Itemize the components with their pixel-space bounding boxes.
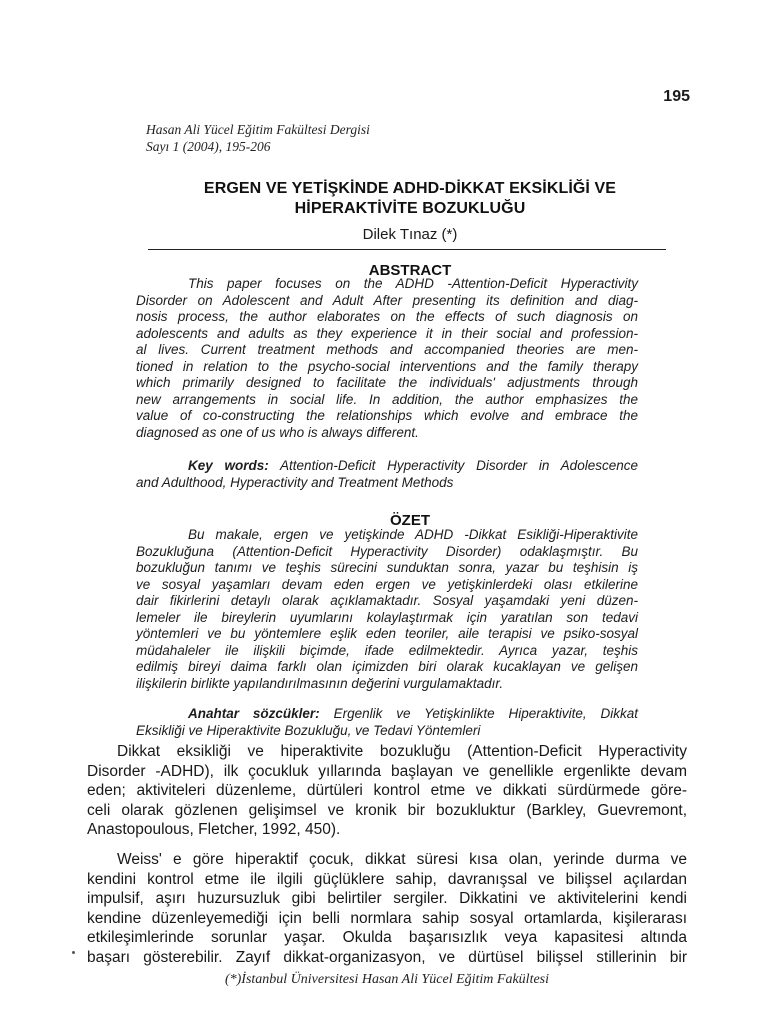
abstract-line: Disorder on Adolescent and Adult After presenting its definition and diag- — [136, 292, 638, 308]
ozet-line: ve sosyal yaşamları devam eden ergen ve yetişkinlerdeki olası etkilerine — [136, 576, 638, 592]
body-line: eden; aktiviteleri düzenleme, dürtüleri kontrol etme ve dikkati sürdürmede göre- — [87, 782, 687, 800]
body-line: başarı gösterebilir. Zayıf dikkat-organizasyon, ve dürtüsel bilişsel stillerinin bir — [87, 948, 687, 966]
journal-name: Hasan Ali Yücel Eğitim Fakültesi Dergisi — [146, 122, 370, 137]
article-title — [120, 179, 700, 219]
body-paragraph-1 — [87, 742, 687, 840]
body-line: Weiss' e göre hiperaktif çocuk, dikkat süresi kısa olan, yerinde durma ve — [117, 851, 687, 868]
abstract-heading: ABSTRACT — [368, 262, 452, 279]
abstract-line: diagnosed as one of us who is always different. — [136, 424, 419, 440]
scan-speck — [72, 951, 75, 954]
abstract-text — [136, 276, 638, 441]
ozet-line: yöntemleri ve bu yöntemlere eşlik eden teoriler, aile terapisi ve psiko-sosyal — [136, 626, 638, 641]
ozet-line: lemeler ile bireylerin uyumlarını kolaylaştırmak için yaratılan son tedavi — [136, 609, 638, 625]
body-line: kendine düzenleyemediği için belli normlara sahip sosyal ortamlarda, kişilerarası — [87, 909, 687, 927]
keywords-text-2: and Adulthood, Hyperactivity and Treatment Methods — [136, 474, 454, 490]
title-line-1: ERGEN VE YETİŞKİNDE ADHD-DİKKAT EKSİKLİĞİ VE — [203, 180, 617, 197]
body-line: Dikkat eksikliği ve hiperaktivite bozukluğu (Attention-Deficit Hyperactivity — [117, 743, 687, 760]
body-paragraph-2 — [87, 850, 687, 968]
abstract-line: new arrangements in social life. In addition, the author emphasizes the — [136, 391, 638, 407]
body-line: impulsif, aşırı huzursuzluk gibi belirtiler sergiler. Dikkatini ve aktivitelerini kendi — [87, 890, 687, 908]
body-line: kendini kontrol etme ile ilgili güçlüklere sahip, davranışsal ve bilişsel açılardan — [87, 870, 687, 888]
title-divider — [148, 249, 666, 250]
author-name: Dilek Tınaz (*) — [362, 226, 458, 243]
ozet-line: dair fikirlerini detaylı olarak açıklamaktadır. Sosyal yaşamdaki yeni düzen- — [136, 593, 638, 608]
body-line: Anastopoulous, Fletcher, 1992, 450). — [87, 821, 341, 839]
abstract-line: adolescents and adults as they experience it in their social and profession- — [136, 325, 638, 341]
journal-citation — [146, 121, 370, 155]
anahtar-label: Anahtar sözcükler: — [188, 706, 320, 721]
anahtar-line-1 — [136, 706, 638, 723]
keywords-label: Key words: — [188, 458, 269, 473]
ozet-text — [136, 527, 638, 692]
ozet-line: bozukluğun tanımı ve teşhis sürecini sunduktan sonra, yazar bu teşhisin iş — [136, 560, 638, 575]
ozet-line: Bozukluğuna (Attention-Deficit Hyperactivity Disorder) odaklaşmıştır. Bu — [136, 543, 638, 559]
keywords-line-1 — [136, 458, 638, 475]
abstract-line: tioned in relation to the psycho-social interventions and the family therapy — [136, 358, 638, 374]
keywords — [136, 458, 638, 491]
author-affiliation-footnote: (*)İstanbul Üniversitesi Hasan Ali Yücel Eğitim Fakültesi — [224, 972, 550, 987]
ozet-line: Bu makale, ergen ve yetişkinde ADHD -Dikkat Esikliği-Hiperaktivite — [188, 527, 638, 542]
abstract-line: nosis process, the author elaborates on the effects of such diagnosis on — [136, 309, 638, 324]
page-number: 195 — [663, 88, 690, 105]
ozet-line: ilişkilerin birlikte yapılandırılmasının değerini vurgulamaktadır. — [136, 675, 504, 691]
body-line: celi olarak gözlenen gelişimsel ve kronik bir bozukluktur (Barkley, Guevremont, — [87, 801, 687, 819]
ozet-heading: ÖZET — [390, 512, 430, 529]
abstract-line: This paper focuses on the ADHD -Attention-Deficit Hyperactivity — [188, 276, 638, 291]
body-line: etkileşimlerinde sorunlar yaşar. Okulda başarısızlık veya kapasitesi altında — [87, 929, 687, 947]
abstract-line: value of co-constructing the relationships which evolve and embrace the — [136, 408, 638, 423]
body-line: Disorder -ADHD), ilk çocukluk yıllarında başlayan ve genellikle ergenlikte devam — [87, 762, 687, 780]
ozet-line: müdahaleler ile ilişkili biçimde, ifade edilmektedir. Ayrıca yazar, teşhis — [136, 642, 638, 658]
anahtar-text-1: Ergenlik ve Yetişkinlikte Hiperaktivite, Dikkat — [333, 706, 638, 721]
anahtar-sozcukler — [136, 706, 638, 739]
abstract-line: which primarily designed to facilitate the individuals' adjustments through — [136, 375, 638, 390]
keywords-text-1: Attention-Deficit Hyperactivity Disorder in Adolescence — [280, 458, 638, 473]
abstract-line: al lives. Current treatment methods and accompanied theories are men- — [136, 342, 638, 357]
ozet-line: edilmiş bireyi daima farklı olan içimizden biri olarak kucaklayan ve gelişen — [136, 659, 638, 674]
title-line-2: HİPERAKTİVİTE BOZUKLUĞU — [294, 200, 526, 217]
anahtar-text-2: Eksikliği ve Hiperaktivite Bozukluğu, ve Tedavi Yöntemleri — [136, 722, 481, 738]
journal-issue: Sayı 1 (2004), 195-206 — [146, 139, 271, 154]
